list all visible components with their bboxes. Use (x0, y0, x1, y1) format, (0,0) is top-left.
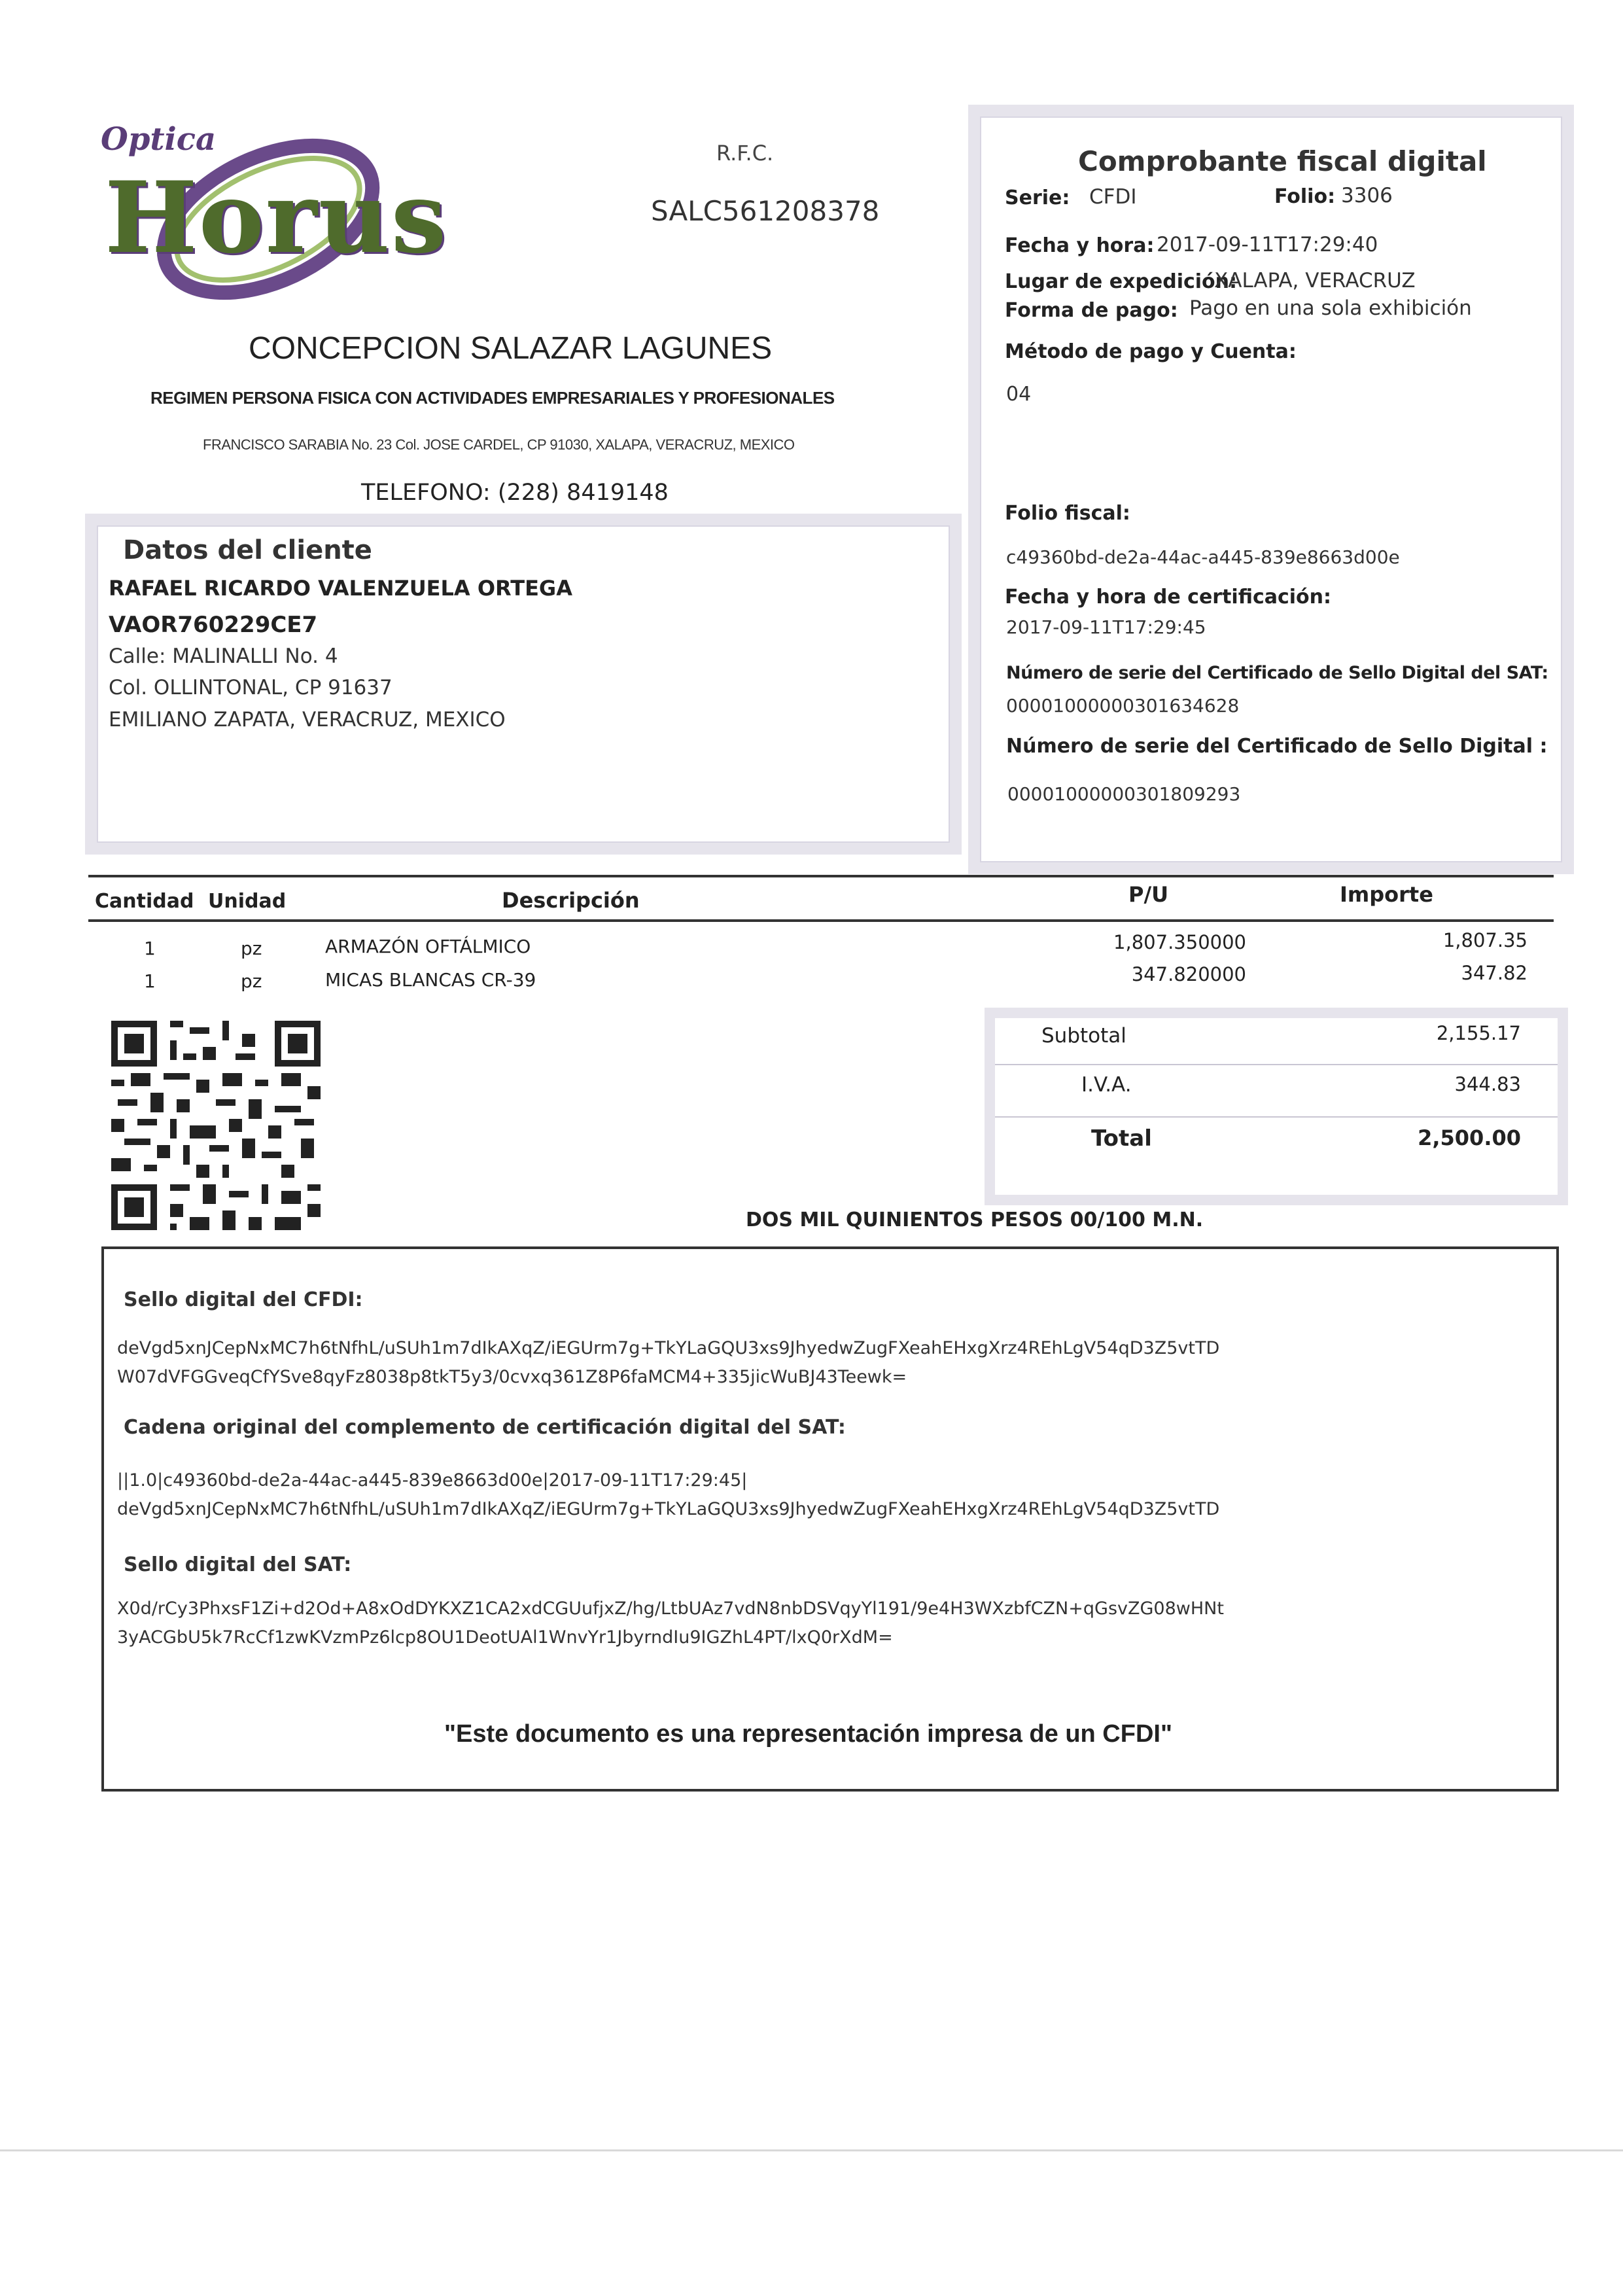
cfdi-title: Comprobante fiscal digital (1078, 145, 1487, 177)
row-descripcion: ARMAZÓN OFTÁLMICO (325, 936, 531, 957)
row-cantidad: 1 (144, 970, 156, 992)
forma-label: Forma de pago: (1005, 299, 1178, 322)
client-city: EMILIANO ZAPATA, VERACRUZ, MEXICO (109, 708, 506, 732)
header-descripcion: Descripción (502, 888, 640, 913)
cert-fecha-label: Fecha y hora de certificación: (1005, 586, 1332, 609)
row-pu: 1,807.350000 (1113, 931, 1246, 953)
client-colonia: Col. OLLINTONAL, CP 91637 (109, 676, 393, 699)
sat-serie-label: Número de serie del Certificado de Sello Digital del SAT: (1006, 663, 1548, 683)
serie-cert-value: 00001000000301809293 (1007, 783, 1241, 805)
cadena-line: ||1.0|c49360bd-de2a-44ac-a445-839e8663d00e|2017-09-11T17:29:45| (117, 1470, 748, 1491)
row-descripcion: MICAS BLANCAS CR-39 (325, 969, 536, 991)
folio-value: 3306 (1341, 184, 1393, 207)
serie-label: Serie: (1005, 186, 1070, 209)
row-unidad: pz (241, 970, 262, 992)
issuer-rfc: SALC561208378 (651, 195, 880, 227)
cadena-line: deVgd5xnJCepNxMC7h6tNfhL/uSUh1m7dIkAXqZ/iEGUrm7g+TkYLaGQU3xs9JhyedwZugFXeahEHxgXrz4REhLgV54qD3Z5vtTD (117, 1499, 1220, 1519)
row-importe: 1,807.35 (1442, 929, 1527, 951)
totals-divider (995, 1116, 1558, 1118)
subtotal-label: Subtotal (1041, 1024, 1126, 1048)
scan-edge-line (0, 2149, 1623, 2151)
serie-value: CFDI (1089, 185, 1137, 209)
issuer-address: FRANCISCO SARABIA No. 23 Col. JOSE CARDEL, CP 91030, XALAPA, VERACRUZ, MEXICO (203, 436, 795, 453)
cfdi-seal-line: deVgd5xnJCepNxMC7h6tNfhL/uSUh1m7dIkAXqZ/iEGUrm7g+TkYLaGQU3xs9JhyedwZugFXeahEHxgXrz4REhLgV54qD3Z5vtTD (117, 1338, 1220, 1358)
header-cantidad: Cantidad (95, 890, 194, 913)
metodo-label: Método de pago y Cuenta: (1005, 340, 1297, 363)
folio-label: Folio: (1274, 185, 1336, 208)
qr-code-icon (111, 1021, 321, 1230)
client-heading: Datos del cliente (123, 535, 372, 565)
client-name: RAFAEL RICARDO VALENZUELA ORTEGA (109, 576, 572, 601)
serie-cert-label: Número de serie del Certificado de Sello Digital : (1006, 735, 1548, 758)
lugar-label: Lugar de expedición: (1005, 270, 1238, 293)
issuer-regime: REGIMEN PERSONA FISICA CON ACTIVIDADES EMPRESARIALES Y PROFESIONALES (150, 388, 835, 408)
logo (92, 121, 458, 317)
client-rfc: VAOR760229CE7 (109, 612, 318, 638)
table-top-rule (88, 875, 1554, 877)
row-pu: 347.820000 (1131, 963, 1246, 985)
cadena-label: Cadena original del complemento de certificación digital del SAT: (124, 1416, 846, 1439)
subtotal-value: 2,155.17 (1436, 1022, 1521, 1044)
folio-fiscal-value: c49360bd-de2a-44ac-a445-839e8663d00e (1006, 546, 1400, 568)
iva-value: 344.83 (1454, 1073, 1521, 1095)
total-in-words: DOS MIL QUINIENTOS PESOS 00/100 M.N. (746, 1209, 1204, 1231)
client-street: Calle: MALINALLI No. 4 (109, 645, 338, 668)
rfc-label: R.F.C. (716, 141, 774, 166)
fecha-label: Fecha y hora: (1005, 234, 1155, 257)
header-importe: Importe (1340, 882, 1433, 907)
issuer-phone: TELEFONO: (228) 8419148 (361, 480, 669, 506)
sat-seal-line: X0d/rCy3PhxsF1Zi+d2Od+A8xOdDYKXZ1CA2xdCGUufjxZ/hg/LtbUAz7vdN8nbDSVqyYl191/9e4H3WXzbfCZN+qGsvZG08wHNt (117, 1598, 1224, 1619)
issuer-name: CONCEPCION SALAZAR LAGUNES (249, 331, 773, 366)
cfdi-seal-label: Sello digital del CFDI: (124, 1288, 363, 1311)
total-value: 2,500.00 (1418, 1125, 1521, 1150)
sat-serie-value: 00001000000301634628 (1006, 695, 1240, 716)
iva-label: I.V.A. (1081, 1073, 1132, 1097)
metodo-value: 04 (1006, 383, 1032, 406)
logo-big-text: Horus (105, 160, 448, 275)
seals-box (101, 1246, 1559, 1792)
totals-divider (995, 1064, 1558, 1065)
sat-seal-label: Sello digital del SAT: (124, 1553, 352, 1576)
row-cantidad: 1 (144, 938, 156, 959)
cfdi-footer-note: "Este documento es una representación impresa de un CFDI" (444, 1720, 1172, 1748)
folio-fiscal-label: Folio fiscal: (1005, 502, 1130, 525)
header-pu: P/U (1128, 882, 1169, 907)
cfdi-seal-line: W07dVFGGveqCfYSve8qyFz8038p8tkT5y3/0cvxq361Z8P6faMCM4+335jicWuBJ43Teewk= (117, 1367, 907, 1387)
sat-seal-line: 3yACGbU5k7RcCf1zwKVzmPz6lcp8OU1DeotUAl1WnvYr1JbyrndIu9IGZhL4PT/lxQ0rXdM= (117, 1627, 893, 1648)
forma-value: Pago en una sola exhibición (1189, 296, 1472, 320)
cfdi-frame (968, 105, 1574, 874)
cert-fecha-value: 2017-09-11T17:29:45 (1006, 616, 1206, 638)
table-header-rule (88, 919, 1554, 922)
row-unidad: pz (241, 938, 262, 959)
fecha-value: 2017-09-11T17:29:40 (1157, 233, 1378, 256)
lugar-value: XALAPA, VERACRUZ (1214, 269, 1416, 292)
row-importe: 347.82 (1461, 962, 1527, 984)
total-label: Total (1091, 1125, 1152, 1152)
header-unidad: Unidad (208, 890, 287, 913)
logo-small-text: Optica (101, 121, 217, 158)
